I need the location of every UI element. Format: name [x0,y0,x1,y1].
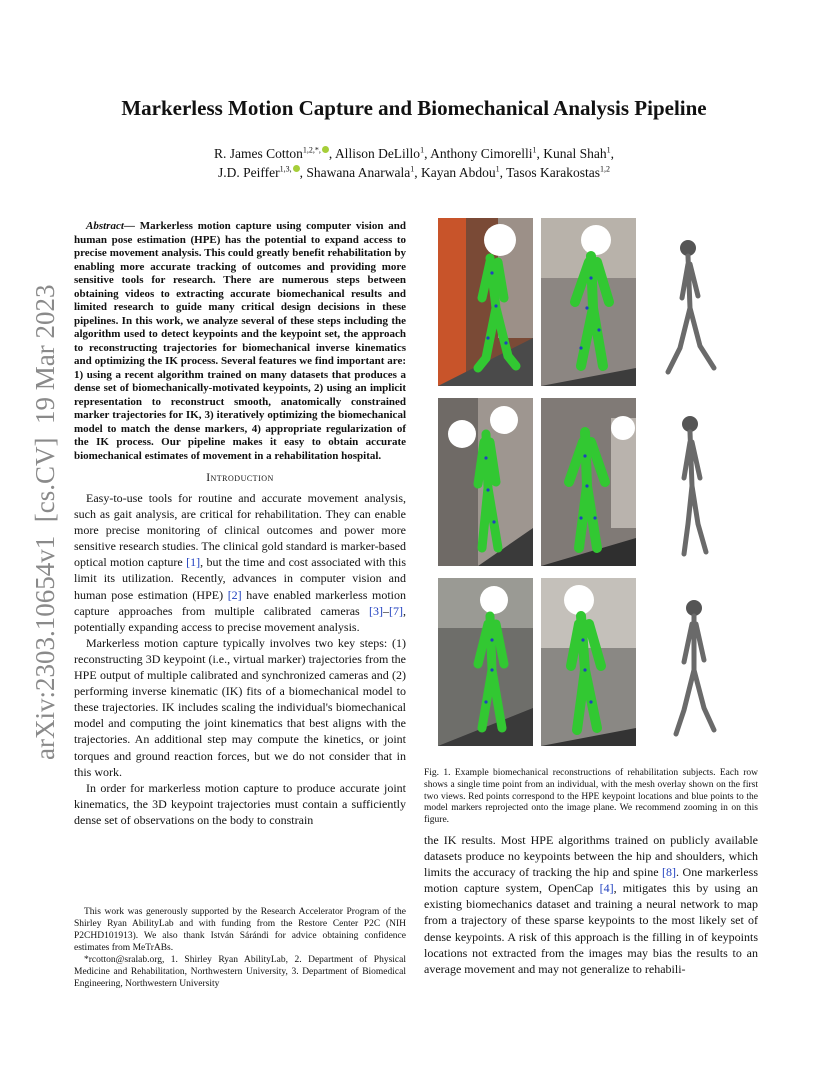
author-name: Allison DeLillo [334,146,421,161]
section-heading-introduction: Introduction [206,472,274,484]
text-run: have enabled markerless motion capture approaches from multiple calibrated cameras [74,587,406,618]
author-name: Tasos Karakostas [506,165,601,180]
paragraph: Markerless motion capture typically involves two key steps: (1) reconstructing 3D keypoint (i.e., virtual marker) trajectories from the HPE output of multiple calibrated and synchronized cameras and (2) performing inverse kinematic (IK) fits of a biomechanical model to these trajectories. IK includes scaling the individual's biomechanical model and computing the joint kinematics that best aligns with the trajectories. An additional step may compute the kinetics, or joint torques and ground reaction forces, but we do not consider that in this work. [74,635,406,779]
orcid-icon[interactable] [322,146,329,153]
author-affiliation: 1 [532,145,537,155]
text-run: , but the time and cost associated with this limit its utilization. Recently, advances in computer vision and human pose estimation (HPE) [74,555,406,602]
arxiv-identifier: arXiv:2303.10654v1 [cs.CV] 19 Mar 2023 [30,284,60,760]
citation-link[interactable]: [1] [186,555,201,570]
paragraph [74,490,406,635]
left-column [74,220,406,828]
text-run: , mitigates this by using an existing biomechanics dataset and training a neural network to map from a trajectory of these sparse keypoints to the most likely set of dense keypoints. A risk of this approach is the filling in of keypoints locations not extracted from the images may bias the results to an average movement and may not generalize to rehabili- [424,881,758,976]
figure-skeleton-render [644,398,739,566]
author-name: Anthony Cimorelli [430,146,533,161]
footnote-funding: This work was generously supported by the Research Accelerator Program of the Shirley Ryan AbilityLab and with funding from the Restore Center P2C (NIH P2CHD101913). We also thank István Sárándi for advice obtaining confidence estimates from MeTrABs. [74,907,406,953]
figure-photo-overlay [541,218,636,386]
paragraph [424,832,758,977]
author-name: Kunal Shah [543,146,607,161]
figure-photo-overlay [438,398,533,566]
text-run: – [383,603,389,618]
author-affiliation: 1 [495,164,500,174]
arxiv-side-stamp [14,140,62,780]
citation-link[interactable]: [8] [662,865,677,880]
citation-link[interactable]: [3] [369,603,383,618]
text-run: Easy-to-use tools for routine and accurate movement analysis, such as gait analysis, are critical for rehabilitation. They can enable more precise monitoring of clinical outcomes and power more sensitive research studies. The clinical gold standard is marker-based optical motion capture [74,491,406,570]
introduction-body [74,490,406,828]
author-affiliation: 1,2,*, [302,145,321,155]
figure-photo-overlay [438,218,533,386]
author-name: J.D. Peiffer [217,165,280,180]
citation-link[interactable]: [7] [389,603,403,618]
figure-1 [438,218,748,748]
author-affiliation: 1,2 [600,164,611,174]
author-name: R. James Cotton [214,146,303,161]
figure-photo-overlay [438,578,533,746]
right-column [424,832,758,977]
paragraph: In order for markerless motion capture to produce accurate joint kinematics, the 3D keypoint trajectories must contain a sufficiently dense set of observations on the body to constrain [74,780,406,827]
footnote-affiliations: *rcotton@sralab.org, 1. Shirley Ryan AbilityLab, 2. Department of Physical Medicine and Rehabilitation, Northwestern University, 3. Department of Biomedical Engineering, Northwestern University [74,955,406,989]
author-list: R. James Cotton$^{1,2,*,}$ , Allison DeLillo$^1$, Anthony Cimorelli$^1$, Kunal Shah$^1$, J.D. Peiffer$^{1,3,}$ , Shawana Anarwala$^1$, Kayan Abdou$^1$, Tasos Karakostas$^{1,2}$ [214,145,614,180]
author-name: Shawana Anarwala [306,165,411,180]
author-name: Kayan Abdou [420,165,496,180]
abstract-label: Abstract [86,220,124,232]
citation-link[interactable]: [4] [599,881,614,896]
text-run: . One markerless motion capture system, OpenCap [424,865,758,896]
figure-photo-overlay [541,578,636,746]
author-affiliation: 1 [410,164,415,174]
figure-photo-overlay [541,398,636,566]
author-affiliation: 1 [420,145,425,155]
footnote [74,906,406,990]
figure-skeleton-render [644,578,739,746]
citation-link[interactable]: [2] [227,587,242,602]
author-affiliation: 1 [606,145,611,155]
text-run: the IK results. Most HPE algorithms trained on publicly available datasets produce no keypoints between the hip and shoulders, which limits the accuracy of tracking the hip and spine [424,833,758,880]
author-affiliation: 1,3, [279,164,292,174]
orcid-icon[interactable] [293,165,300,172]
paper-title: Markerless Motion Capture and Biomechanical Analysis Pipeline [121,96,707,120]
figure-caption: Fig. 1. Example biomechanical reconstructions of rehabilitation subjects. Each row shows a single time point from an individual, with the mesh overlay shown on the first two views. Red points correspond to the HPE keypoint locations and blue points to the model markers reprojected onto the image plane. We recommend zooming in on this figure. [424,768,758,826]
figure-skeleton-render [644,218,739,386]
text-run: , potentially expanding access to precise movement analysis. [74,603,406,634]
abstract-text: — Markerless motion capture using computer vision and human pose estimation (HPE) has the potential to expand access to precise movement analysis. This could greatly benefit rehabilitation by enabling more accurate tracking of outcomes and providing more sensitive tools for research. There are numerous steps between obtaining videos to extracting accurate biomechanical results and limited research to guide many critical design decisions in these pipelines. In this work, we analyze several of these steps including the algorithm used to detect keypoints and the keypoint set, the approach to reconstructing trajectories for biomechanical inverse kinematics and optimizing the IK process. Several features we find important are: 1) using a recent algorithm trained on many datasets that produces a dense set of biomechanically-motivated keypoints, 2) using an implicit representation to reconstruct smooth, anatomically constrained marker trajectories for IK, 3) iteratively optimizing the biomechanical model to match the dense markers, 4) appropriate regularization of the IK process. Our pipeline makes it easy to obtain accurate biomechanical estimates of movement in a rehabilitation hospital. [74,220,406,462]
abstract [74,220,406,463]
